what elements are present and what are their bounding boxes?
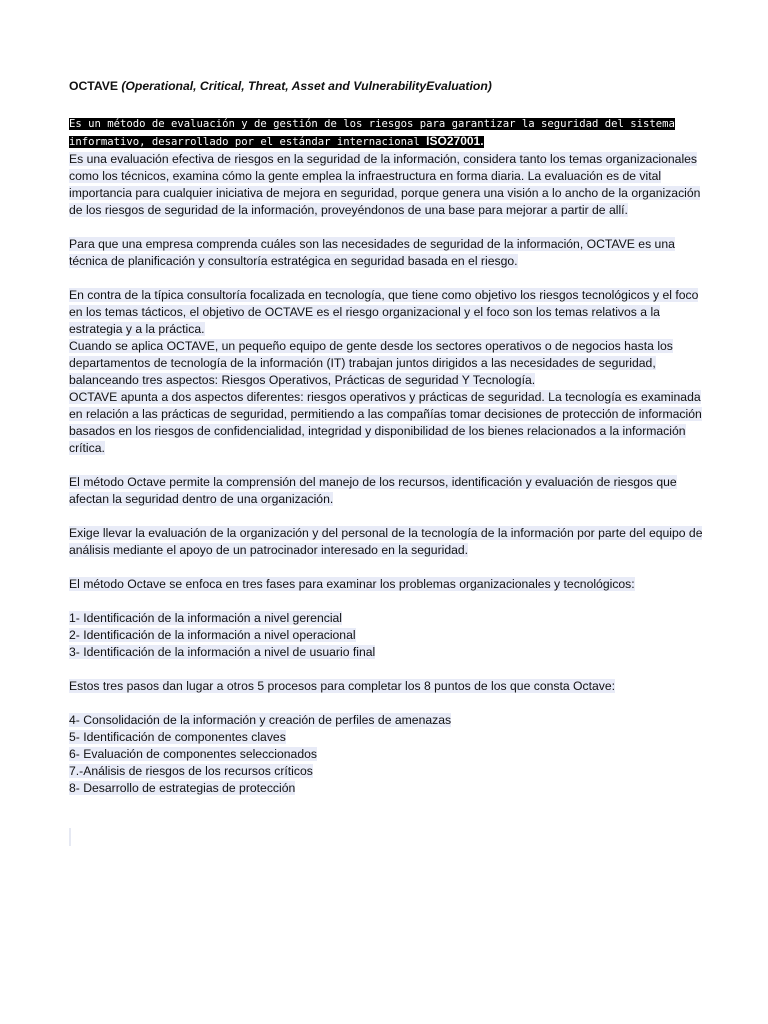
highlighted-definition[interactable]: [69, 115, 709, 151]
paragraph-evaluation: [69, 151, 709, 219]
definition-main-text: Es un método de evaluación y de gestión de los riesgos para garantizar la seguridad del sistema informativo, desarrollado por el estándar internacional: [69, 118, 675, 148]
list-item-text: 4- Consolidación de la información y creación de perfiles de amenazas: [69, 713, 452, 727]
spacer: [69, 457, 709, 474]
paragraph-text: Es una evaluación efectiva de riesgos en la seguridad de la información, considera tanto los temas organizacionales como los técnicos, examina cómo la gente emplea la infraestructura en forma diaria. La evaluación es de vital importancia para cualquier iniciativa de mejora en seguridad, porque genera una visión a lo ancho de la organización de los riesgos de seguridad de la información, proveyéndonos de una base para mejorar a partir de allí.: [69, 152, 701, 217]
document-title: [69, 78, 709, 95]
list-item: [69, 729, 709, 746]
spacer: [69, 270, 709, 287]
paragraph-text: El método Octave permite la comprensión del manejo de los recursos, identificación y evaluación de riesgos que afectan la seguridad dentro de una organización.: [69, 475, 677, 506]
list-item-text: 8- Desarrollo de estrategias de protección: [69, 781, 296, 795]
paragraph-text: Para que una empresa comprenda cuáles son las necesidades de seguridad de la información, OCTAVE es una técnica de planificación y consultoría estratégica en seguridad basada en el riesgo.: [69, 237, 675, 268]
list-item-text: 1- Identificación de la información a nivel gerencial: [69, 611, 343, 625]
spacer: [69, 593, 709, 610]
list-item-text: 7.-Análisis de riesgos de los recursos críticos: [69, 764, 313, 778]
document-body: [69, 78, 709, 797]
list-item-text: 3- Identificación de la información a nivel de usuario final: [69, 645, 376, 659]
paragraph-text: El método Octave se enfoca en tres fases para examinar los problemas organizacionales y tecnológicos:: [69, 577, 635, 591]
list-item-text: 6- Evaluación de componentes seleccionados: [69, 747, 317, 761]
paragraph-application: [69, 338, 709, 389]
paragraph-text: Exige llevar la evaluación de la organización y del personal de la tecnología de la información por parte del equipo de análisis mediante el apoyo de un patrocinador interesado en la seguridad.: [69, 526, 703, 557]
paragraph-aspects: [69, 389, 709, 457]
text-cursor[interactable]: [69, 828, 71, 846]
spacer: [69, 508, 709, 525]
paragraph-text: Estos tres pasos dan lugar a otros 5 procesos para completar los 8 puntos de los que consta Octave:: [69, 679, 616, 693]
list-item: [69, 712, 709, 729]
paragraph-needs: [69, 236, 709, 270]
definition-text[interactable]: [69, 118, 675, 148]
list-item-text: 5- Identificación de componentes claves: [69, 730, 286, 744]
list-item: [69, 610, 709, 627]
paragraph-method: [69, 474, 709, 508]
title-main: OCTAVE: [69, 79, 118, 93]
spacer: [69, 695, 709, 712]
paragraph-text: Cuando se aplica OCTAVE, un pequeño equipo de gente desde los sectores operativos o de negocios hasta los departamentos de tecnología de la información (IT) trabajan juntos dirigidos a las necesidades de seguridad, balanceando tres aspectos: Riesgos Operativos, Prácticas de seguridad Y Tecnología.: [69, 339, 673, 387]
paragraph-requirements: [69, 525, 709, 559]
list-item: [69, 746, 709, 763]
iso-standard: ISO27001.: [426, 134, 484, 148]
spacer: [69, 661, 709, 678]
list-item: [69, 763, 709, 780]
paragraph-text: OCTAVE apunta a dos aspectos diferentes: riesgos operativos y prácticas de seguridad. La tecnología es examinada en relación a las prácticas de seguridad, permitiendo a las compañías tomar decisiones de protección de información basados en los riesgos de confidencialidad, integridad y disponibilidad de los bienes relacionados a la información crítica.: [69, 390, 702, 455]
list-item: [69, 780, 709, 797]
processes-list: [69, 712, 709, 797]
phases-list: [69, 610, 709, 661]
list-item: [69, 644, 709, 661]
title-subtitle: (Operational, Critical, Threat, Asset and VulnerabilityEvaluation): [121, 79, 492, 93]
paragraph-phases-intro: [69, 576, 709, 593]
paragraph-processes-intro: [69, 678, 709, 695]
list-item: [69, 627, 709, 644]
list-item-text: 2- Identificación de la información a nivel operacional: [69, 628, 356, 642]
paragraph-text: En contra de la típica consultoría focalizada en tecnología, que tiene como objetivo los riesgos tecnológicos y el foco en los temas tácticos, el objetivo de OCTAVE es el riesgo organizacional y el foco son los temas relativos a la estrategia y a la práctica.: [69, 288, 699, 336]
paragraph-contrast: [69, 287, 709, 338]
spacer: [69, 219, 709, 236]
spacer: [69, 559, 709, 576]
